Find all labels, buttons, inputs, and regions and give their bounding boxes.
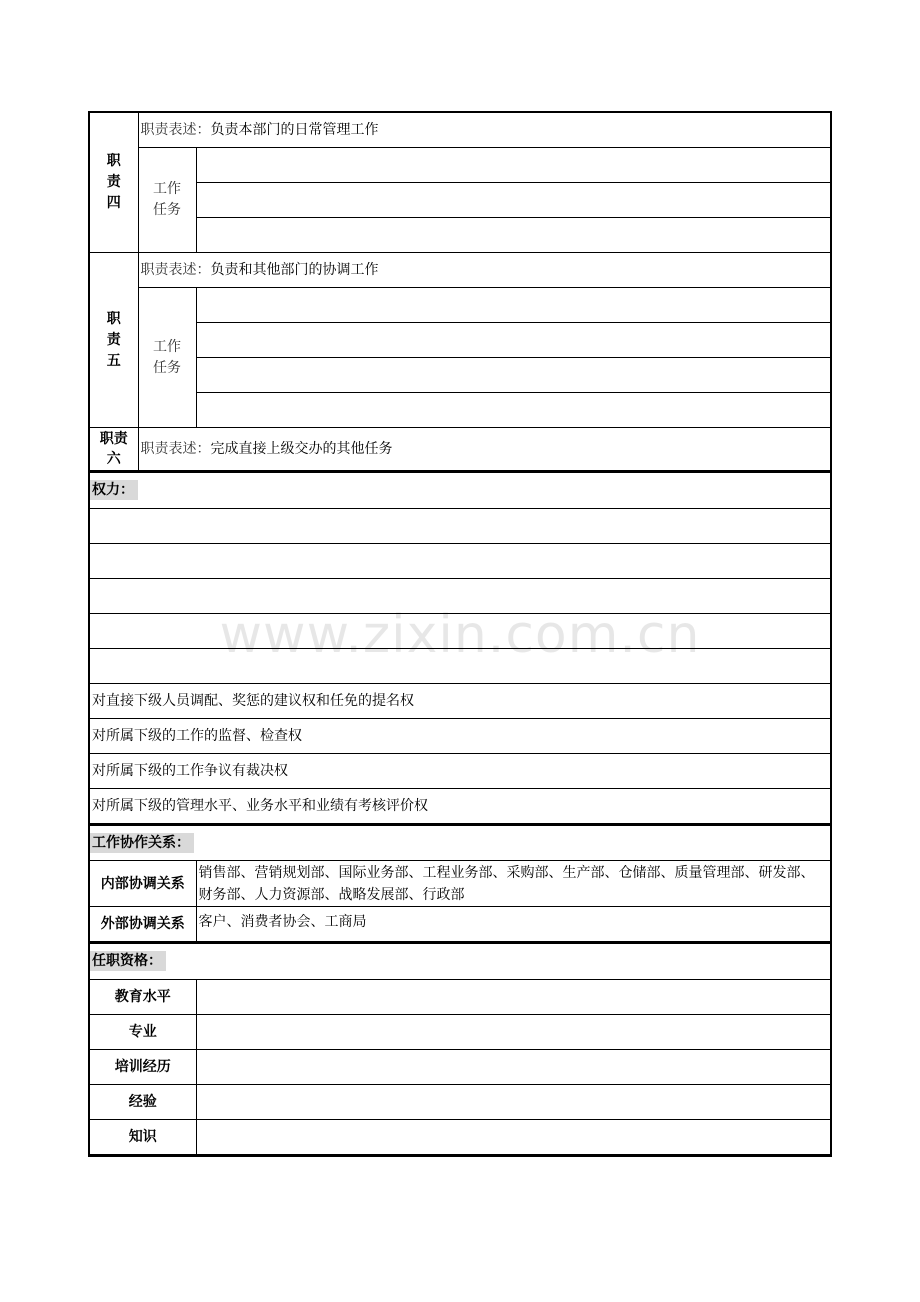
qualifications-header-row (90, 943, 830, 979)
duty-desc-prefix: 职责表述： (140, 122, 211, 138)
authority-item: 对所属下级的工作的监督、检查权 (90, 718, 830, 753)
experience-value[interactable] (196, 1084, 830, 1119)
duty-5-task-3[interactable] (196, 358, 830, 393)
authority-item[interactable] (90, 613, 830, 648)
major-value[interactable] (196, 1014, 830, 1049)
authority-item[interactable] (90, 543, 830, 578)
duty-desc-text: 负责和其他部门的协调工作 (210, 262, 379, 278)
knowledge-label: 知识 (90, 1119, 196, 1154)
authority-row (90, 578, 830, 613)
authority-table (90, 471, 830, 824)
education-label: 教育水平 (90, 979, 196, 1014)
knowledge-value[interactable] (196, 1119, 830, 1154)
duty-4-desc-row (90, 113, 830, 148)
major-label: 专业 (90, 1014, 196, 1049)
duty-4-task-1[interactable] (196, 148, 830, 183)
external-relations-label: 外部协调关系 (90, 907, 196, 942)
authority-title: 权力： (90, 480, 138, 500)
authority-row (90, 753, 830, 788)
relations-header-row (90, 825, 830, 861)
duty-5-task-row (90, 323, 830, 358)
relations-header (90, 825, 830, 861)
duty-6-row (90, 428, 830, 471)
duty-4-task-3[interactable] (196, 218, 830, 253)
duty-4-task-row (90, 183, 830, 218)
duty-desc-text: 负责本部门的日常管理工作 (210, 122, 379, 138)
duty-desc-text: 完成直接上级交办的其他任务 (210, 441, 393, 457)
qualification-row (90, 1014, 830, 1049)
duty-desc-prefix: 职责表述： (140, 262, 211, 278)
internal-relations-row (90, 861, 830, 907)
duty-5-desc-row (90, 253, 830, 288)
duty-4-task-2[interactable] (196, 183, 830, 218)
relations-table (90, 824, 830, 943)
duty-5-task-1[interactable] (196, 288, 830, 323)
qualifications-title: 任职资格： (90, 951, 166, 971)
external-relations-value: 客户、消费者协会、工商局 (196, 907, 830, 942)
duty-desc-prefix: 职责表述： (140, 441, 211, 457)
authority-row (90, 613, 830, 648)
qualification-row (90, 1119, 830, 1154)
internal-relations-label: 内部协调关系 (90, 861, 196, 907)
authority-header-row (90, 472, 830, 508)
qualification-row (90, 979, 830, 1014)
duty-4-task-label: 工作 任务 (138, 148, 196, 253)
duty-5-task-row (90, 288, 830, 323)
authority-row (90, 508, 830, 543)
authority-row (90, 543, 830, 578)
training-label: 培训经历 (90, 1049, 196, 1084)
duty-5-task-label: 工作 任务 (138, 288, 196, 428)
authority-row (90, 648, 830, 683)
duty-5-task-4[interactable] (196, 393, 830, 428)
duty-5-task-row (90, 393, 830, 428)
qualification-row (90, 1084, 830, 1119)
qualification-row (90, 1049, 830, 1084)
duty-5-task-row (90, 358, 830, 393)
authority-item[interactable] (90, 648, 830, 683)
authority-row (90, 788, 830, 823)
experience-label: 经验 (90, 1084, 196, 1119)
job-description-sheet (88, 111, 832, 1157)
external-relations-row (90, 907, 830, 942)
duty-4-task-row (90, 148, 830, 183)
authority-header (90, 472, 830, 508)
duty-6-description (138, 428, 830, 471)
duty-5-description (138, 253, 830, 288)
duty-4-label: 职 责 四 (90, 113, 138, 253)
duty-5-task-2[interactable] (196, 323, 830, 358)
training-value[interactable] (196, 1049, 830, 1084)
duty-4-description (138, 113, 830, 148)
authority-item[interactable] (90, 508, 830, 543)
duties-table (90, 112, 830, 471)
authority-item[interactable] (90, 578, 830, 613)
duty-5-label: 职 责 五 (90, 253, 138, 428)
watermark: www.zixin.com.cn (219, 605, 701, 665)
authority-row (90, 683, 830, 718)
internal-relations-value: 销售部、营销规划部、国际业务部、工程业务部、采购部、生产部、仓储部、质量管理部、研发部、财务部、人力资源部、战略发展部、行政部 (196, 861, 830, 907)
relations-title: 工作协作关系： (90, 833, 194, 853)
authority-item: 对所属下级的工作争议有裁决权 (90, 753, 830, 788)
qualifications-header (90, 943, 830, 979)
authority-row (90, 718, 830, 753)
qualifications-table (90, 942, 830, 1155)
duty-6-label: 职责 六 (90, 428, 138, 471)
duty-4-task-row (90, 218, 830, 253)
authority-item: 对所属下级的管理水平、业务水平和业绩有考核评价权 (90, 788, 830, 823)
authority-item: 对直接下级人员调配、奖惩的建议权和任免的提名权 (90, 683, 830, 718)
education-value[interactable] (196, 979, 830, 1014)
